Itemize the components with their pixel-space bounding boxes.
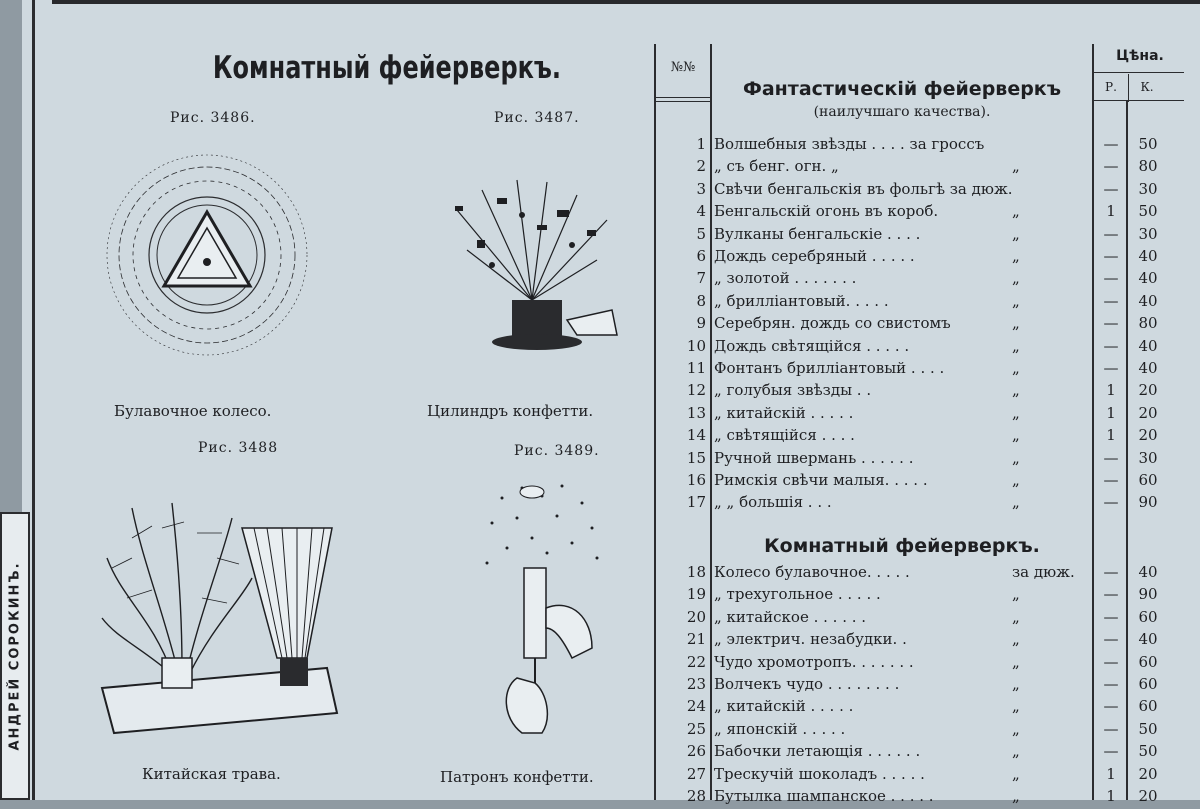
row-price-rub: — [1103,269,1119,288]
row-number: 27 [686,764,706,783]
row-price-kop: 40 [1138,563,1158,581]
top-border-rule [52,0,1200,4]
table-row [22,157,1200,179]
catalog-page [7,0,1200,805]
row-unit: „ [1012,291,1020,310]
row-item: Римскія свѣчи малыя. . . . . [714,471,928,489]
row-unit: „ [1012,675,1020,693]
row-number: 16 [686,471,706,489]
caption-confetti-hat: Цилиндръ конфетти. [427,402,594,420]
row-price-rub: 1 [1106,202,1116,221]
row-number: 12 [686,381,706,400]
row-unit: „ [1012,247,1020,265]
table-row [22,493,1200,515]
figure-label-3486: Рис. 3486. [170,110,256,126]
row-unit: „ [1012,787,1020,805]
row-price-rub: 1 [1106,787,1116,805]
row-price-kop: 20 [1138,381,1158,400]
row-unit: „ [1012,652,1020,671]
row-price-kop: 40 [1138,336,1158,355]
row-item: Бенгальскій огонь въ короб. [714,202,939,221]
row-number: 11 [686,359,706,377]
table-row [22,359,1200,381]
row-item: „ „ большія . . . [714,493,832,512]
row-price-kop: 30 [1138,179,1158,198]
table-row [22,247,1200,269]
row-number: 8 [696,291,706,310]
row-price-kop: 40 [1138,269,1158,288]
row-item: Свѣчи бенгальскія въ фольгѣ за дюж. [714,179,1013,198]
row-number: 14 [686,426,706,445]
row-unit: „ [1012,607,1020,626]
table-row [22,449,1200,471]
row-unit: „ [1012,403,1020,422]
row-price-rub: — [1103,563,1119,581]
row-item: „ съ бенг. огн. „ [714,157,839,176]
row-number: 22 [686,652,706,671]
rub-column-header: Р. [1105,80,1117,94]
row-number: 24 [686,697,706,716]
table-row [22,697,1200,719]
figure-label-3487: Рис. 3487. [494,110,580,126]
caption-chinese-grass: Китайская трава. [142,765,281,783]
row-price-rub: 1 [1106,764,1116,783]
row-item: „ японскій . . . . . [714,719,846,738]
row-price-kop: 90 [1138,493,1158,512]
row-unit: „ [1012,471,1020,489]
row-price-rub: — [1103,585,1119,604]
row-number: 23 [686,675,706,693]
row-price-kop: 90 [1138,585,1158,604]
row-item: Фонтанъ бриллiантовый . . . . [714,359,945,377]
row-item: „ трехугольное . . . . . [714,585,881,604]
row-item: „ китайскій . . . . . [714,403,854,422]
row-price-rub: — [1103,359,1119,377]
row-price-kop: 20 [1138,764,1158,783]
row-unit: „ [1012,448,1020,467]
row-item: Бабочки летающія . . . . . . [714,742,921,761]
row-item: Колесо булавочное. . . . . [714,563,910,581]
row-price-kop: 60 [1138,607,1158,626]
row-price-rub: — [1103,607,1119,626]
row-unit: „ [1012,202,1020,221]
row-unit: за дюж. [1012,563,1075,581]
table-row [22,404,1200,426]
row-item: Ручной швермань . . . . . . [714,448,914,467]
spine-label: АНДРЕЙ СОРОКИНЪ. [7,561,23,751]
table-row [22,225,1200,247]
row-number: 5 [696,224,706,243]
row-price-kop: 20 [1138,426,1158,445]
table-row [22,765,1200,787]
section-title-indoor: Комнатный фейерверкъ. [764,535,1040,557]
row-price-kop: 50 [1138,202,1158,221]
row-unit: „ [1012,697,1020,716]
row-item: Бутылка шампанское . . . . . [714,787,934,805]
row-price-kop: 40 [1138,247,1158,265]
price-column-header: Цѣна. [1116,48,1164,64]
row-item: Волчекъ чудо . . . . . . . . [714,675,900,693]
table-row [22,653,1200,675]
row-number: 7 [696,269,706,288]
row-item: Трескучій шоколадъ . . . . . [714,764,925,783]
row-number: 25 [686,719,706,738]
row-item: „ бриллiантовый. . . . . [714,291,889,310]
row-item: „ китайскій . . . . . [714,697,854,716]
row-price-rub: — [1103,247,1119,265]
row-unit: „ [1012,269,1020,288]
row-item: Чудо хромотропъ. . . . . . . [714,652,914,671]
row-price-kop: 30 [1138,448,1158,467]
price-subheader-rule [1094,100,1184,101]
price-subheader-separator [1128,74,1129,102]
table-row [22,292,1200,314]
table-row [22,675,1200,697]
row-unit: „ [1012,493,1020,512]
row-item: „ свѣтящійся . . . . [714,426,855,445]
row-price-kop: 40 [1138,291,1158,310]
row-price-rub: — [1103,157,1119,176]
row-price-kop: 30 [1138,224,1158,243]
table-row [22,337,1200,359]
row-price-rub: — [1103,719,1119,738]
row-item: Волшебныя звѣзды . . . . за гроссъ [714,135,985,153]
row-unit: „ [1012,630,1020,649]
row-price-rub: — [1103,697,1119,716]
table-row [22,426,1200,448]
row-price-rub: — [1103,675,1119,693]
row-price-kop: 80 [1138,314,1158,333]
row-item: „ электрич. незабудки. . [714,630,907,649]
row-number: 26 [686,742,706,761]
row-price-rub: — [1103,471,1119,489]
row-unit: „ [1012,336,1020,355]
number-header-underline [654,97,712,102]
row-price-kop: 60 [1138,675,1158,693]
section-subtitle-fantastic: (наилучшаго качества). [813,104,991,120]
row-price-rub: — [1103,448,1119,467]
row-item: „ китайское . . . . . . [714,607,867,626]
row-unit: „ [1012,719,1020,738]
row-unit: „ [1012,742,1020,761]
table-row [22,135,1200,157]
row-number: 15 [686,448,706,467]
row-price-kop: 60 [1138,697,1158,716]
table-row [22,742,1200,764]
row-unit: „ [1012,314,1020,333]
row-unit: „ [1012,426,1020,445]
row-number: 3 [696,179,706,198]
row-number: 2 [696,157,706,176]
table-row [22,471,1200,493]
row-number: 21 [686,630,706,649]
row-number: 4 [696,202,706,221]
table-row [22,630,1200,652]
row-item: „ золотой . . . . . . . [714,269,857,288]
table-row [22,314,1200,336]
row-number: 9 [696,314,706,333]
kop-column-header: К. [1140,80,1154,94]
table-row [22,202,1200,224]
row-number: 19 [686,585,706,604]
row-price-kop: 50 [1138,135,1158,153]
row-price-rub: — [1103,179,1119,198]
row-number: 17 [686,493,706,512]
row-price-rub: 1 [1106,403,1116,422]
row-price-kop: 60 [1138,471,1158,489]
row-number: 20 [686,607,706,626]
row-price-rub: — [1103,742,1119,761]
table-row [22,180,1200,202]
row-price-rub: — [1103,291,1119,310]
row-number: 28 [686,787,706,805]
row-number: 10 [686,336,706,355]
row-price-kop: 20 [1138,403,1158,422]
table-row [22,608,1200,630]
row-price-rub: — [1103,336,1119,355]
figure-label-3488: Рис. 3488 [198,440,279,456]
row-number: 1 [696,135,706,153]
row-price-kop: 80 [1138,157,1158,176]
row-unit: „ [1012,359,1020,377]
table-row [22,720,1200,742]
row-unit: „ [1012,764,1020,783]
section-title-fantastic: Фантастическій фейерверкъ [743,78,1061,100]
row-price-rub: — [1103,652,1119,671]
row-number: 13 [686,403,706,422]
figure-label-3489: Рис. 3489. [514,443,600,459]
table-row [22,585,1200,607]
row-unit: „ [1012,157,1020,176]
row-number: 6 [696,247,706,265]
price-header-rule [1094,72,1184,73]
row-unit: „ [1012,381,1020,400]
row-price-kop: 40 [1138,359,1158,377]
row-item: Дождь серебряный . . . . . [714,247,915,265]
row-number: 18 [686,563,706,581]
row-item: Дождь свѣтящійся . . . . . [714,336,910,355]
table-row [22,269,1200,291]
row-price-rub: — [1103,224,1119,243]
row-item: Вулканы бенгальскіе . . . . [714,224,921,243]
row-price-kop: 60 [1138,652,1158,671]
row-unit: „ [1012,585,1020,604]
row-price-rub: — [1103,630,1119,649]
row-item: Серебрян. дождь со свистомъ [714,314,951,333]
row-price-rub: — [1103,314,1119,333]
row-unit: „ [1012,224,1020,243]
number-column-header: №№ [670,60,696,75]
row-item: „ голубыя звѣзды . . [714,381,872,400]
caption-confetti-cartridge: Патронъ конфетти. [440,768,594,786]
table-row [22,563,1200,585]
row-price-rub: — [1103,135,1119,153]
row-price-kop: 50 [1138,719,1158,738]
row-price-rub: 1 [1106,381,1116,400]
table-row [22,787,1200,809]
caption-pin-wheel: Булавочное колесо. [114,402,272,420]
row-price-kop: 50 [1138,742,1158,761]
page-title: Комнатный фейерверкъ. [212,50,562,86]
table-row [22,381,1200,403]
row-price-rub: 1 [1106,426,1116,445]
row-price-rub: — [1103,493,1119,512]
row-price-kop: 20 [1138,787,1158,805]
row-price-kop: 40 [1138,630,1158,649]
